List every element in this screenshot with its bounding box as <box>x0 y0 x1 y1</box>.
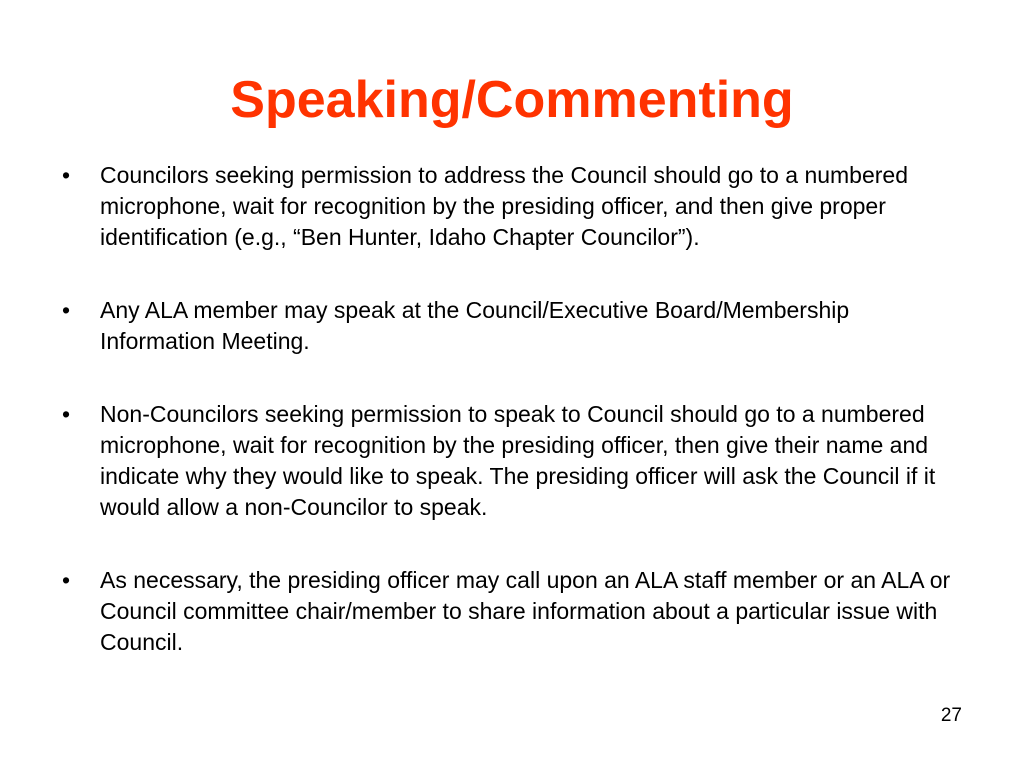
bullet-item-1 <box>56 160 956 253</box>
bullet-icon: • <box>61 567 71 593</box>
bullet-text: Non-Councilors seeking permission to speak to Council should go to a numbered microphone, wait for recognition by the presiding officer, then give their name and indicate why they would like to speak. The presiding officer will ask the Council if it would allow a non-Councilor to speak. <box>100 401 936 520</box>
bullet-text: Any ALA member may speak at the Council/Executive Board/Membership Information Meeting. <box>100 297 850 354</box>
bullet-item-2 <box>56 295 956 357</box>
page-number: 27 <box>940 705 962 726</box>
bullet-text: As necessary, the presiding officer may call upon an ALA staff member or an ALA or Council committee chair/member to share information about a particular issue with Council. <box>100 567 951 655</box>
slide-title: Speaking/Commenting <box>230 71 794 129</box>
bullet-icon: • <box>61 162 71 188</box>
bullet-text: Councilors seeking permission to address the Council should go to a numbered microphone, wait for recognition by the presiding officer, and then give proper identification (e.g., “Ben Hunter, Idaho Chapter Councilor”). <box>100 162 909 250</box>
bullet-list <box>56 160 956 700</box>
bullet-item-4 <box>56 565 956 658</box>
bullet-icon: • <box>61 401 71 427</box>
bullet-item-3 <box>56 399 956 523</box>
bullet-icon: • <box>61 297 71 323</box>
